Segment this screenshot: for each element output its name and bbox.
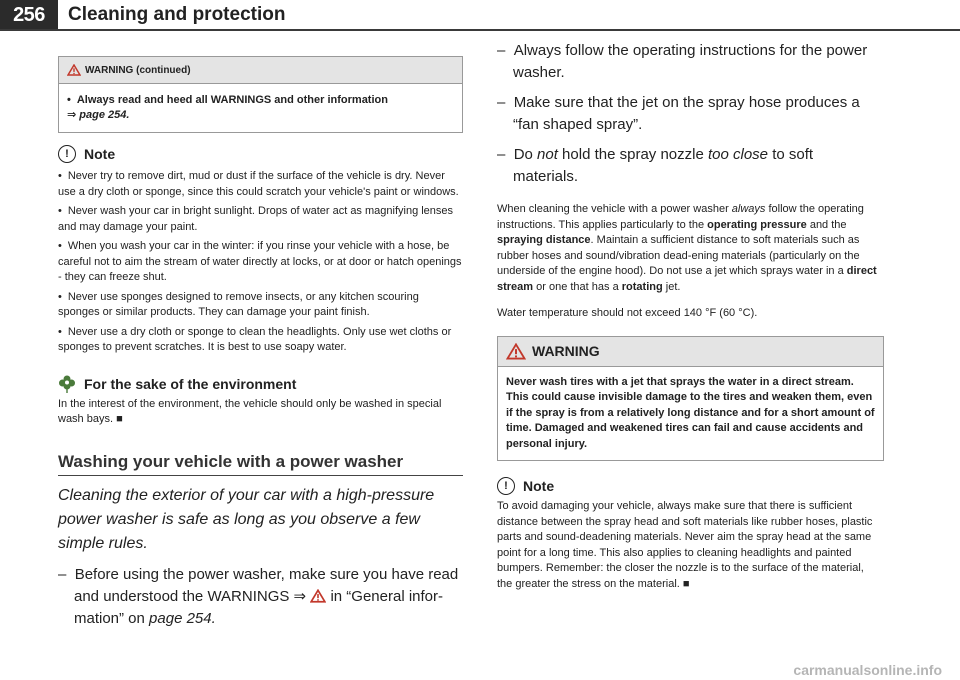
warning-title: WARNING	[532, 343, 600, 359]
note-item: • When you wash your car in the winter: if you rinse your vehicle with a hose, be careful not to aim the stream of water directly at locks, or at door or hatch openings - they can freeze shut.	[58, 239, 463, 286]
note-text: To avoid damaging your vehicle, always make sure that there is sufficient distance between the spray head and soft materials like rubber hoses, plastic parts and sound-deadening materials. Never aim the spray head at the same point for a long time. This also applies to cleaning headlights and painted bumpers. Remember: the closer the nozzle is to the surface of the material, the greater the stress on the material. ■	[497, 500, 873, 590]
step-item: – Always follow the operating instructions for the power washer.	[497, 42, 868, 81]
note-title: Note	[523, 478, 555, 494]
note-heading	[497, 477, 882, 495]
warning-triangle-icon	[506, 343, 526, 360]
note-list	[58, 169, 463, 356]
step-item: – Before using the power washer, make sure you have read and understood the WARNINGS ⇒ in “General infor-mation” on page 254.	[58, 565, 459, 627]
warning-continued-ref[interactable]: ⇒ page 254.	[67, 109, 130, 121]
warning-box	[497, 336, 884, 462]
section-lead: Cleaning the exterior of your car with a high-pressure power washer is safe as long as you observe a few simple rules.	[58, 486, 435, 552]
warning-header	[498, 337, 883, 367]
note-item: • Never use sponges designed to remove insects, or any kitchen scouring sponges or similar products. They can damage your paint finish.	[58, 290, 463, 321]
note-exclamation-icon: !	[497, 477, 515, 495]
warning-triangle-icon	[67, 64, 81, 76]
warning-continued-body	[59, 84, 462, 132]
warning-continued-box	[58, 56, 463, 133]
section-title: Washing your vehicle with a power washer	[58, 452, 463, 476]
environment-flower-icon	[58, 374, 76, 394]
warning-continued-header	[59, 57, 462, 84]
right-column	[497, 40, 882, 603]
power-washer-paragraph: When cleaning the vehicle with a power washer always follow the operating instructions. This applies particularly to the operating pressure and the spraying distance. Maintain a sufficient distance to soft materials such as rubber hoses and sound/vibration dead-ening materials (particularly on the underside of the engine hood). Do not use a jet which sprays water in a direct stream or one that has a rotating jet.	[497, 203, 877, 293]
environment-heading	[58, 374, 463, 394]
page-link[interactable]: page 254.	[149, 609, 216, 627]
page-number: 256	[0, 0, 58, 30]
note-item: • Never wash your car in bright sunlight. Drops of water act as magnifying lenses and may damage your paint.	[58, 204, 463, 235]
warning-triangle-icon	[310, 589, 326, 603]
warning-continued-text: Always read and heed all WARNINGS and other information	[76, 94, 388, 106]
note-exclamation-icon: !	[58, 145, 76, 163]
warning-text: Never wash tires with a jet that sprays the water in a direct stream. This could cause invisible damage to the tires and weaken them, even if the spray is from a relatively long distance and for a short amount of time. Damaged and weakened tires can fail and cause accidents and personal injury.	[506, 375, 875, 450]
temperature-paragraph: Water temperature should not exceed 140 °F (60 °C).	[497, 307, 758, 319]
left-column	[58, 56, 463, 630]
environment-text: In the interest of the environment, the vehicle should only be washed in special wash bays. ■	[58, 397, 442, 425]
warning-continued-title: WARNING (continued)	[85, 64, 191, 76]
chapter-title: Cleaning and protection	[68, 4, 286, 25]
note-item: • Never try to remove dirt, mud or dust if the surface of the vehicle is dry. Never use a dry cloth or sponge, since this could scratch your vehicle's paint or windows.	[58, 169, 463, 200]
note-title: Note	[84, 146, 116, 162]
note-item: • Never use a dry cloth or sponge to clean the headlights. Only use wet cloths or sponges to prevent scratches. It is best to use soapy water.	[58, 325, 463, 356]
environment-title: For the sake of the environment	[84, 375, 297, 392]
step-item: – Do not hold the spray nozzle too close to soft materials.	[497, 146, 814, 185]
step-item: – Make sure that the jet on the spray hose produces a “fan shaped spray”.	[497, 94, 860, 133]
header-rule	[0, 29, 960, 31]
note-heading	[58, 145, 463, 163]
watermark: carmanualsonline.info	[793, 662, 942, 678]
